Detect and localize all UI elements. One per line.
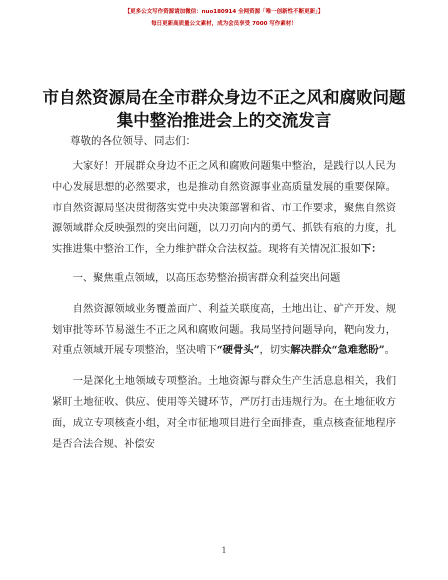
intro-text-end: 下：: [360, 243, 382, 256]
section-heading-1: 一、聚焦重点领域，以高压态势整治损害群众利益突出问题: [72, 271, 341, 284]
paragraph-2-end: 。: [384, 344, 395, 357]
paragraph-2: [52, 299, 396, 361]
promo-banner-line-2: 每日更新高质量公文素材，成为会员享受 7000 写作素材！: [151, 21, 297, 27]
promo-banner-line-1: 【更多公文写作资源请加微信：nuo180914 全网资源「唯一创新性不断更新」】: [124, 9, 324, 15]
greeting: 尊敬的各位领导、同志们：: [70, 135, 196, 147]
document-body: [52, 156, 396, 454]
paragraph-2-emphasis-2: 解决群众“急难愁盼”: [290, 344, 385, 357]
intro-text: 大家好！开展群众身边不正之风和腐败问题集中整治，是践行以人民为中心发展思想的必然要求，也是推动自然资源事业高质量发展的重要保障。市自然资源局坚决贯彻落实党中央决策部署和省、市工作要求，聚焦自然资源领域群众反映强烈的突出问题，以刀刃向内的勇气、抓铁有痕的力度，扎实推进集中整治工作，全力维护群众合法权益。现将有关情况汇报如: [52, 160, 396, 256]
paragraph-2-emphasis-1: “硬骨头”: [216, 344, 260, 357]
paragraph-2-text: 自然资源领域业务覆盖面广、利益关联度高，土地出让、矿产开发、规划审批等环节易滋生不正之风和腐败问题。我局坚持问题导向，靶向发力，对重点领域开展专项整治，坚决啃下: [52, 302, 396, 357]
paragraph-2-separator: ，切实: [259, 344, 291, 357]
intro-paragraph: [52, 156, 396, 260]
paragraph-3: 一是深化土地领域专项整治。土地资源与群众生产生活息息相关，我们紧盯土地征收、供应、使用等关键环节，严厉打击违规行为。在土地征收方面，成立专项核查小组，对全市征地项目进行全面排查，重点核查征地程序是否合法合规、补偿安: [52, 375, 396, 450]
page-number: 1: [221, 546, 227, 555]
document-title: 市自然资源局在全市群众身边不正之风和腐败问题集中整治推进会上的交流发言: [42, 88, 406, 130]
promo-banner: [0, 6, 448, 30]
